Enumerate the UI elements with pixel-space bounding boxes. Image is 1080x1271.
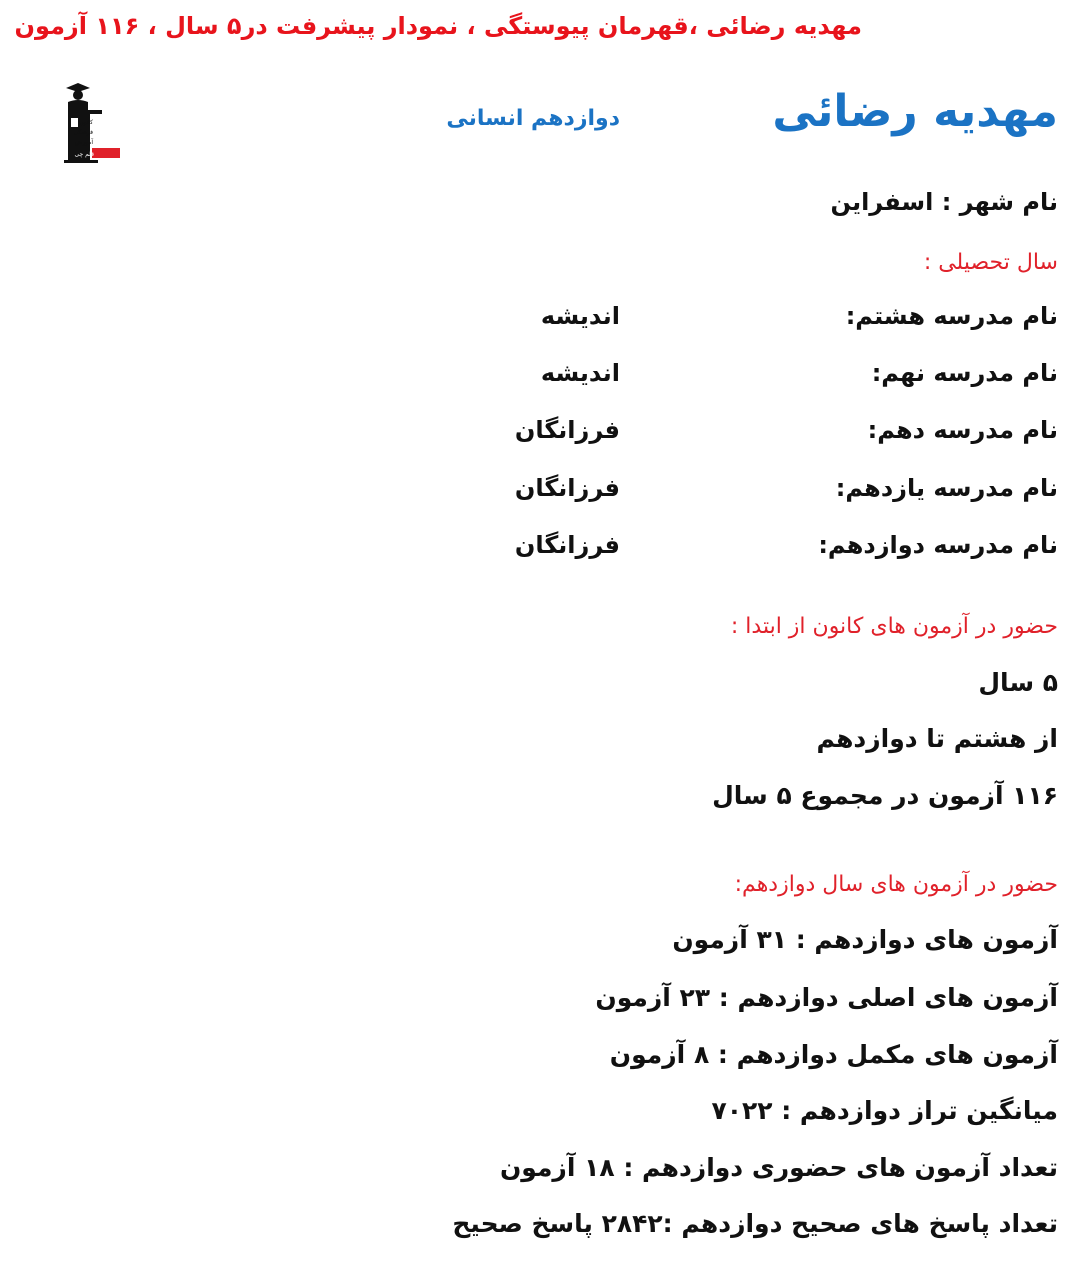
school-label-8: نام مدرسه هشتم: [845,302,1058,330]
school-value-8: اندیشه [540,302,620,330]
twelfth-average-score: میانگین تراز دوازدهم : ۷۰۲۲ [711,1096,1058,1125]
school-label-9: نام مدرسه نهم: [871,359,1058,387]
twelfth-total-exams: آزمون های دوازدهم : ۳۱ آزمون [672,925,1058,954]
attendance-since-start-title: حضور در آزمون های کانون از ابتدا : [730,614,1058,639]
twelfth-in-person-exams: تعداد آزمون های حضوری دوازدهم : ۱۸ آزمون [499,1153,1058,1182]
school-value-10: فرزانگان [514,416,620,444]
attendance-range: از هشتم تا دوازدهم [816,724,1058,753]
city-line: نام شهر : اسفراین [830,188,1058,216]
twelfth-main-exams: آزمون های اصلی دوازدهم : ۲۳ آزمون [595,983,1058,1012]
school-label-10: نام مدرسه دهم: [867,416,1058,444]
school-label-12: نام مدرسه دوازدهم: [818,531,1058,559]
twelfth-correct-answers: تعداد پاسخ های صحیح دوازدهم :۲۸۴۲ پاسخ صحیح [452,1209,1058,1238]
school-label-11: نام مدرسه یازدهم: [835,474,1058,502]
svg-text:فرهنگی: فرهنگی [73,129,93,136]
school-value-9: اندیشه [540,359,620,387]
svg-text:آموزش: آموزش [74,139,93,146]
kanoon-logo [62,78,124,164]
attendance-total-exams: ۱۱۶ آزمون در مجموع ۵ سال [712,781,1058,810]
svg-text:قلم چی: قلم چی [74,151,94,158]
school-value-11: فرزانگان [514,474,620,502]
academic-year-title: سال تحصیلی : [923,250,1058,275]
page-headline: مهدیه رضائی ،قهرمان پیوستگی ، نمودار پیشرفت در۵ سال ، ۱۱۶ آزمون [14,12,862,40]
svg-text:کانون: کانون [79,119,93,126]
grade-field: دوازدهم انسانی [446,106,620,131]
attendance-years: ۵ سال [978,668,1058,697]
school-value-12: فرزانگان [514,531,620,559]
graduate-logo-icon [62,78,124,164]
twelfth-supplementary-exams: آزمون های مکمل دوازدهم : ۸ آزمون [609,1040,1058,1069]
attendance-twelfth-title: حضور در آزمون های سال دوازدهم: [734,872,1058,897]
student-name: مهدیه رضائی [772,86,1058,137]
